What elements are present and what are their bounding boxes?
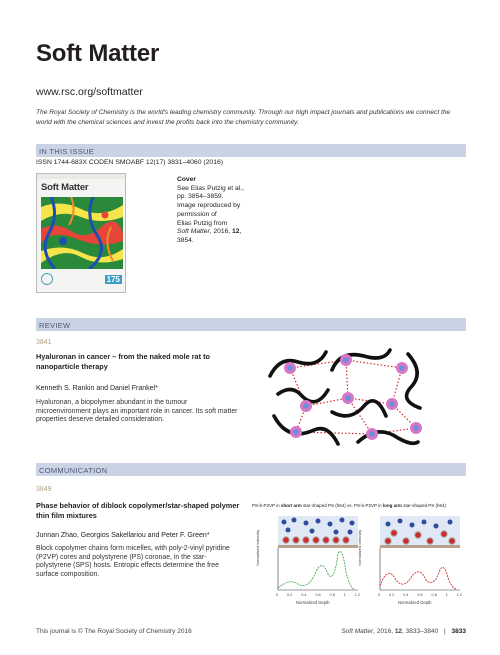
cover-citation: Soft Matter, 2016, 12, [177,228,242,236]
panel1-xticks: 0 0.2 0.4 0.6 0.8 1 1.2 [276,593,360,597]
section-header-in-this-issue: IN THIS ISSUE [36,144,466,157]
panel2-xticks: 0 0.2 0.4 0.6 0.8 1 1.2 [378,593,462,597]
communication-title[interactable]: Phase behavior of diblock copolymer/star-shaped polymer thin film mixtures [36,501,240,520]
section-header-review: REVIEW [36,318,466,331]
cover-cite-year: , 2016, [209,228,233,236]
cover-cite-page: 3854. [177,236,194,244]
cover-art [41,197,123,269]
cover-caption [177,176,277,246]
journal-title: Soft Matter [36,40,160,67]
cover-badge: 175 [106,275,120,284]
caption-part-d: long arm [382,503,402,508]
panel2-red-curve [380,567,456,589]
cover-logo: Soft Matter [41,182,89,193]
review-page-number[interactable]: 3841 [36,339,52,346]
caption-part-b: short arm [280,503,302,508]
footer-pages: , 3833–3840 [402,628,439,635]
cover-label: Cover [177,176,196,183]
cover-cite-journal: Soft Matter [177,228,210,236]
caption-part-a: PS-b-P2VP in [252,503,281,508]
communication-page-number[interactable]: 3849 [36,486,52,493]
figure-panel-long-arm [356,514,466,608]
caption-part-c: star-shaped PS (h64) vs. PS-b-P2VP in [301,503,383,508]
panel2-xlabel: Normalized Depth [398,600,432,605]
journal-intro: The Royal Society of Chemistry is the world's leading chemistry community. Through our high impact journals and publications we connect the world with the chemical sciences and invest the profits back into the chemistry community. [36,109,451,126]
cover-line-4: permission of [177,210,217,218]
footer-year: , 2016, [373,628,395,635]
section-header-communication: COMMUNICATION [36,463,466,476]
panel1-ylabel: Normalized Intensity [255,529,260,566]
footer-separator: | [444,628,446,635]
cover-image[interactable] [36,173,126,293]
footer-journal: Soft Matter [341,628,374,635]
figure-caption [252,503,472,508]
cover-line-5: Elias Putzig from [177,219,228,227]
rsc-logo-icon [41,273,53,285]
review-title[interactable]: Hyaluronan in cancer – from the naked mole rat to nanoparticle therapy [36,352,210,371]
figure-panel-short-arm [254,514,364,608]
footer-copyright: This journal is © The Royal Society of Chemistry 2016 [36,628,192,635]
caption-part-e: star-shaped PS (h64) [401,503,446,508]
panel1-xlabel: Normalized Depth [296,600,330,605]
review-abstract: Hyaluronan, a biopolymer abundant in the tumour microenvironment plays an important role in cancer. Its soft matter properties deserve detailed consideration. [36,399,238,424]
review-graphic [268,346,426,448]
footer-page-number: 3833 [451,628,466,635]
review-authors: Kenneth S. Rankin and Daniel Frankel* [36,385,158,392]
cover-cite-vol: 12 [232,228,240,236]
communication-authors: Junnan Zhao, Georgios Sakellariou and Peter F. Green* [36,532,210,539]
cover-line-1: See Elias Putzig et al., [177,184,244,192]
issn-line: ISSN 1744-683X CODEN SMOABF 12(17) 3831–4060 (2016) [36,159,224,166]
footer-citation [341,628,466,635]
panel2-ylabel: Normalized Intensity [357,529,362,566]
cover-line-2: pp. 3854–3859. [177,193,224,201]
cover-line-3: Image reproduced by [177,202,241,210]
footer-volume: 12 [394,628,403,635]
journal-url[interactable]: www.rsc.org/softmatter [36,86,143,98]
panel1-green-curve [278,551,354,589]
communication-abstract: Block copolymer chains form micelles, with poly-2-vinyl pyridine (P2VP) cores and polystyrene (PS) coronae, in the star-polystyrene (SPS) hosts. Entropic effects determine the free surface composition. [36,545,230,578]
